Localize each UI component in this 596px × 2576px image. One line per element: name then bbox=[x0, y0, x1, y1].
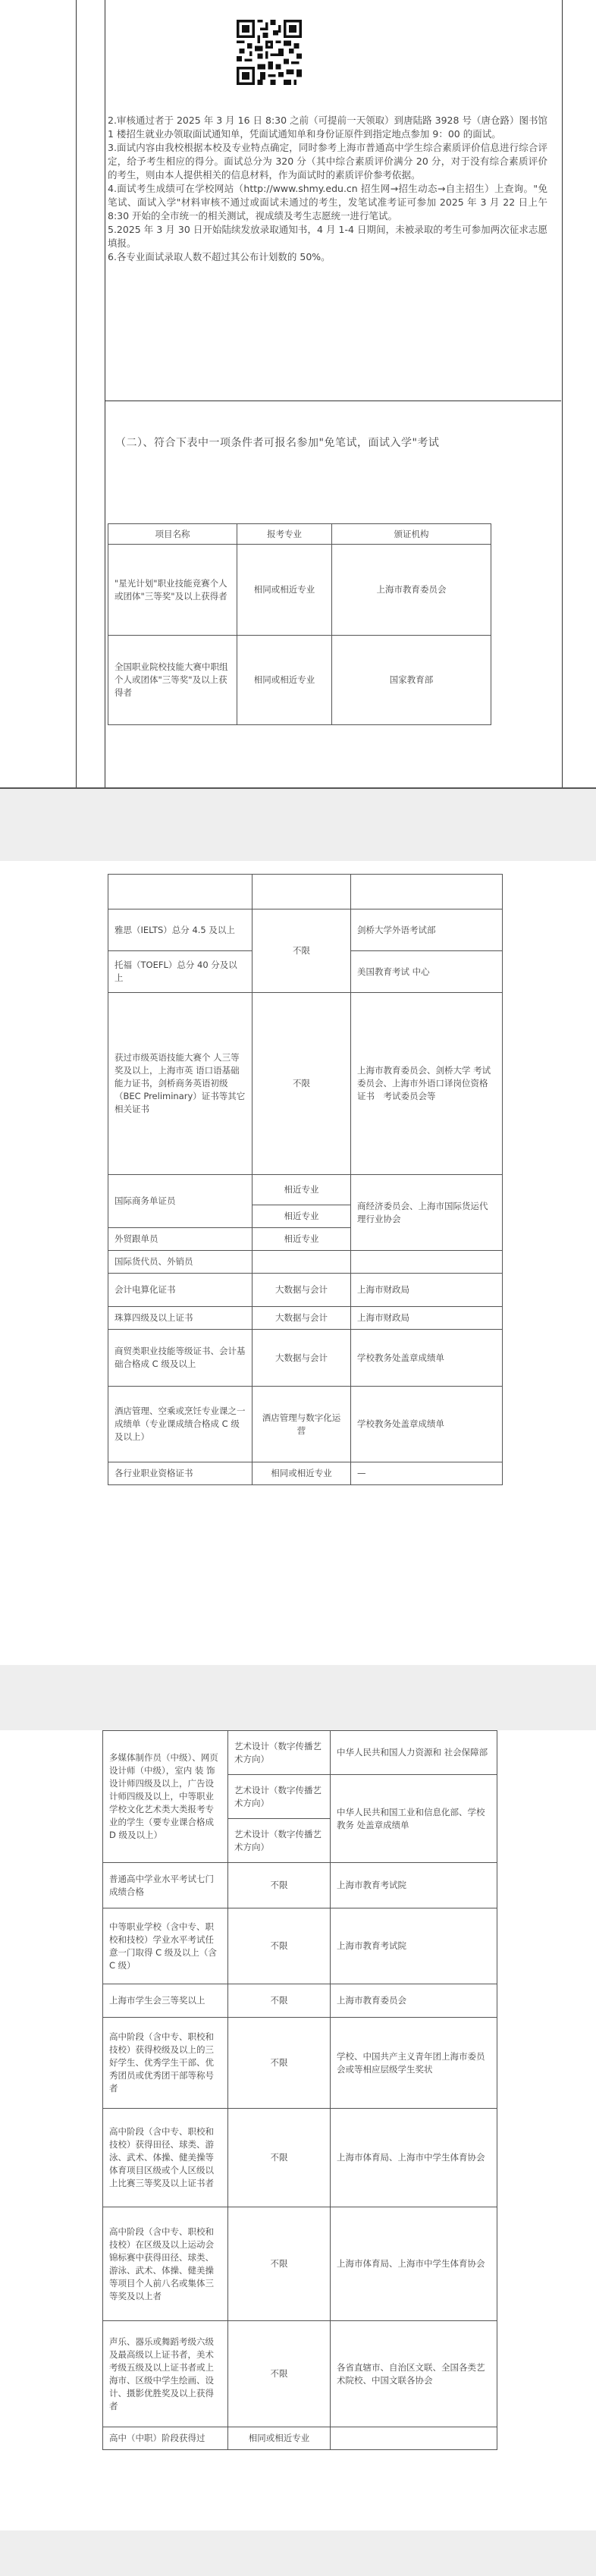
cell-major: 相近专业 bbox=[253, 1205, 351, 1228]
cell-major: 酒店管理与数字化运营 bbox=[253, 1387, 351, 1462]
cell-item: 高中阶段（含中专、职校和技校）获得校级及以上的三好学生、优秀学生干部、优秀团员或优秀团干部等称号者 bbox=[103, 2018, 228, 2109]
cell-major: 相同或相近专业 bbox=[228, 2427, 331, 2450]
cell-org: 学校教务处盖章成绩单 bbox=[351, 1387, 503, 1462]
note-5: 5.2025 年 3 月 30 日开始陆续发放录取通知书，4 月 1-4 日期间，未被录取的考生可参加两次征求志愿填报。 bbox=[108, 224, 547, 249]
cell-item: 获过市级英语技能大赛个 人三等奖及以上，上海市英 语口语基础能力证书，剑桥商务英语初级（BEC Preliminary）证书等其它相关证书 bbox=[108, 993, 253, 1175]
note-4: 4.面试考生成绩可在学校网站（http://www.shmy.edu.cn 招生网→招生动态→自主招生）上查询。"免笔试、面试入学"材料审核不通过或面试未通过的考生，发笔试准考证可参加 2025 年 3 月 22 日上午 8:30 开始的全市统一的相关测试，视成绩及考生志愿统一进行笔试。 bbox=[108, 183, 547, 221]
cell-item: 会计电算化证书 bbox=[108, 1274, 253, 1307]
table-row bbox=[103, 2427, 497, 2450]
qualification-table-continued-2 bbox=[102, 1730, 497, 2450]
cell-item: 高中阶段（含中专、职校和 技校）在区级及以上运动会锦标赛中获得田径、球类、游泳、武术、体操、健美操等项目个人前八名或集体三等奖及以上者 bbox=[103, 2207, 228, 2321]
cell-item: 珠算四级及以上证书 bbox=[108, 1307, 253, 1330]
cell-major: 大数据与会计 bbox=[253, 1330, 351, 1387]
table-row bbox=[103, 2207, 497, 2321]
table-row bbox=[108, 875, 503, 909]
cell-major: 不限 bbox=[228, 1984, 331, 2018]
table-row bbox=[108, 1307, 503, 1330]
cell-major: 大数据与会计 bbox=[253, 1307, 351, 1330]
cell-major bbox=[253, 875, 351, 909]
cell-item: 托福（TOEFL）总分 40 分及以上 bbox=[108, 951, 253, 993]
cell-major: 相同或相近专业 bbox=[237, 636, 332, 725]
cell-org: 上海市财政局 bbox=[351, 1274, 503, 1307]
cell-major: 不限 bbox=[228, 2321, 331, 2427]
note-3: 3.面试内容由我校根据本校及专业特点确定，同时参考上海市普通高中学生综合素质评价信息进行综合评定，给予考生相应的得分。面试总分为 320 分（其中综合素质评价满分 20 分，对于没有综合素质评价的考生，则由本人提供相关的信息材料，作为面试时的素质评价参考依据。 bbox=[108, 142, 547, 181]
header-org: 颁证机构 bbox=[332, 524, 491, 545]
table-row bbox=[108, 1274, 503, 1307]
cell-org: 各省直辖市、自治区文联、全国各类艺术院校、中国文联各协会 bbox=[331, 2321, 497, 2427]
qualification-table bbox=[108, 523, 491, 725]
qualification-table-continued bbox=[108, 874, 503, 1485]
cell-major: 不限 bbox=[228, 1863, 331, 1908]
document-page-1 bbox=[0, 0, 596, 789]
cell-org: 中华人民共和国人力资源和 社会保障部 bbox=[331, 1731, 497, 1775]
cell-item: 中等职业学校（含中专、职校和技校）学业水平考试任意一门取得 C 级及以上（含 C 级） bbox=[103, 1908, 228, 1984]
cell-major bbox=[253, 1251, 351, 1274]
table-row bbox=[108, 636, 491, 725]
cell-org: 上海市教育考试院 bbox=[331, 1863, 497, 1908]
cell-org: 上海市教育委员会、剑桥大学 考试委员会、上海市外语口译岗位资格证书 考试委员会等 bbox=[351, 993, 503, 1175]
cell-org: 学校、中国共产主义青年团上海市委员会或等相应层级学生奖状 bbox=[331, 2018, 497, 2109]
cell-org: — bbox=[351, 1462, 503, 1485]
header-item: 项目名称 bbox=[108, 524, 237, 545]
cell-org: 国家教育部 bbox=[332, 636, 491, 725]
cell-org: 上海市体育局、上海市中学生体育协会 bbox=[331, 2207, 497, 2321]
cell-item: 高中阶段（含中专、职校和 技校）获得田径、球类、游泳、武术、体操、健美操等体育项目区级或个人区级以上比赛三等奖及以上证书者 bbox=[103, 2109, 228, 2207]
cell-org: 上海市教育考试院 bbox=[331, 1908, 497, 1984]
cell-item: 国际商务单证员 bbox=[108, 1175, 253, 1228]
note-2: 2.审核通过者于 2025 年 3 月 16 日 8:30 之前（可提前一天领取）到唐陆路 3928 号（唐仓路）图书馆 1 楼招生就业办领取面试通知单，凭面试通知单和身份证原件到指定地点参加 9：00 的面试。 bbox=[108, 115, 547, 140]
cell-item: 声乐、器乐或舞蹈考级六级 及最高级以上证书者，美术考级五级及以上证书者或上海市、区级中学生绘画、设计、摄影优胜奖及以上获得者 bbox=[103, 2321, 228, 2427]
table-row bbox=[103, 1731, 497, 1775]
cell-item: 高中（中职）阶段获得过 bbox=[103, 2427, 228, 2450]
table-header-row bbox=[108, 524, 491, 545]
table-row bbox=[103, 2018, 497, 2109]
cell-item: 全国职业院校技能大赛中职组个人或团体"三等奖"及以上获得者 bbox=[108, 636, 237, 725]
cell-item bbox=[108, 875, 253, 909]
cell-org: 上海市财政局 bbox=[351, 1307, 503, 1330]
cell-item: "星光计划"职业技能竞赛个人或团体"三等奖"及以上获得者 bbox=[108, 545, 237, 636]
cell-item: 雅思（IELTS）总分 4.5 及以上 bbox=[108, 909, 253, 951]
cell-major: 不限 bbox=[228, 1908, 331, 1984]
cell-major: 艺术设计（数字传播艺术方向） bbox=[228, 1819, 331, 1863]
cell-item: 国际货代员、外销员 bbox=[108, 1251, 253, 1274]
cell-org bbox=[351, 875, 503, 909]
cell-major: 相近专业 bbox=[253, 1175, 351, 1205]
cell-org bbox=[331, 2427, 497, 2450]
table-row bbox=[108, 993, 503, 1175]
qr-code-icon bbox=[237, 20, 302, 85]
cell-item: 多媒体制作员（中级）、网页设计师（中级），室内 装 饰设计师四级及以上，广告设计师四级及以上，中等职业学校文化艺术类大类报考专业的学生（要专业课合格成 D 级及以上） bbox=[103, 1731, 228, 1863]
cell-major: 不限 bbox=[228, 2207, 331, 2321]
table-row bbox=[103, 1984, 497, 2018]
cell-item: 普通高中学业水平考试七门成绩合格 bbox=[103, 1863, 228, 1908]
cell-major: 艺术设计（数字传播艺术方向） bbox=[228, 1731, 331, 1775]
table-row bbox=[108, 909, 503, 951]
table-row bbox=[108, 1462, 503, 1485]
cell-major: 大数据与会计 bbox=[253, 1274, 351, 1307]
cell-major: 艺术设计（数字传播艺术方向） bbox=[228, 1775, 331, 1819]
table-row bbox=[103, 2321, 497, 2427]
cell-item: 商贸类职业技能等级证书、会计基础合格成 C 级及以上 bbox=[108, 1330, 253, 1387]
cell-major: 不限 bbox=[228, 2018, 331, 2109]
cell-major: 相同或相近专业 bbox=[253, 1462, 351, 1485]
cell-org: 上海市体育局、上海市中学生体育协会 bbox=[331, 2109, 497, 2207]
cell-org: 中华人民共和国工业和信息化部、学校教务 处盖章成绩单 bbox=[331, 1775, 497, 1863]
cell-major: 不限 bbox=[228, 2109, 331, 2207]
cell-item: 上海市学生会三等奖以上 bbox=[103, 1984, 228, 2018]
cell-org: 商经济委员会、上海市国际货运代理行业协会 bbox=[351, 1175, 503, 1251]
table-row bbox=[103, 1908, 497, 1984]
table-row bbox=[108, 1175, 503, 1205]
cell-org: 剑桥大学外语考试部 bbox=[351, 909, 503, 951]
review-notes bbox=[108, 114, 547, 264]
cell-major: 不限 bbox=[253, 909, 351, 993]
cell-major: 不限 bbox=[253, 993, 351, 1175]
cell-major: 相近专业 bbox=[253, 1228, 351, 1251]
note-6: 6.各专业面试录取人数不超过其公布计划数的 50%。 bbox=[108, 251, 331, 262]
page-bottom-rule bbox=[0, 787, 596, 789]
cell-org bbox=[351, 1251, 503, 1274]
cell-org: 上海市教育委员会 bbox=[332, 545, 491, 636]
cell-org: 美国教育考试 中心 bbox=[351, 951, 503, 993]
table-row bbox=[108, 1387, 503, 1462]
table-row bbox=[108, 545, 491, 636]
cell-item: 各行业职业资格证书 bbox=[108, 1462, 253, 1485]
table-row bbox=[108, 1251, 503, 1274]
cell-org: 上海市教育委员会 bbox=[331, 1984, 497, 2018]
table-row bbox=[103, 1863, 497, 1908]
table-row bbox=[103, 2109, 497, 2207]
section-title: （二）、符合下表中一项条件者可报名参加"免笔试，面试入学"考试 bbox=[115, 437, 440, 449]
header-major: 报考专业 bbox=[237, 524, 332, 545]
cell-org: 学校教务处盖章成绩单 bbox=[351, 1330, 503, 1387]
cell-major: 相同或相近专业 bbox=[237, 545, 332, 636]
table-row bbox=[108, 1330, 503, 1387]
cell-item: 酒店管理、空乘或烹饪专业课之一成绩单（专业课成绩合格成 C 级及以上） bbox=[108, 1387, 253, 1462]
cell-item: 外贸跟单员 bbox=[108, 1228, 253, 1251]
